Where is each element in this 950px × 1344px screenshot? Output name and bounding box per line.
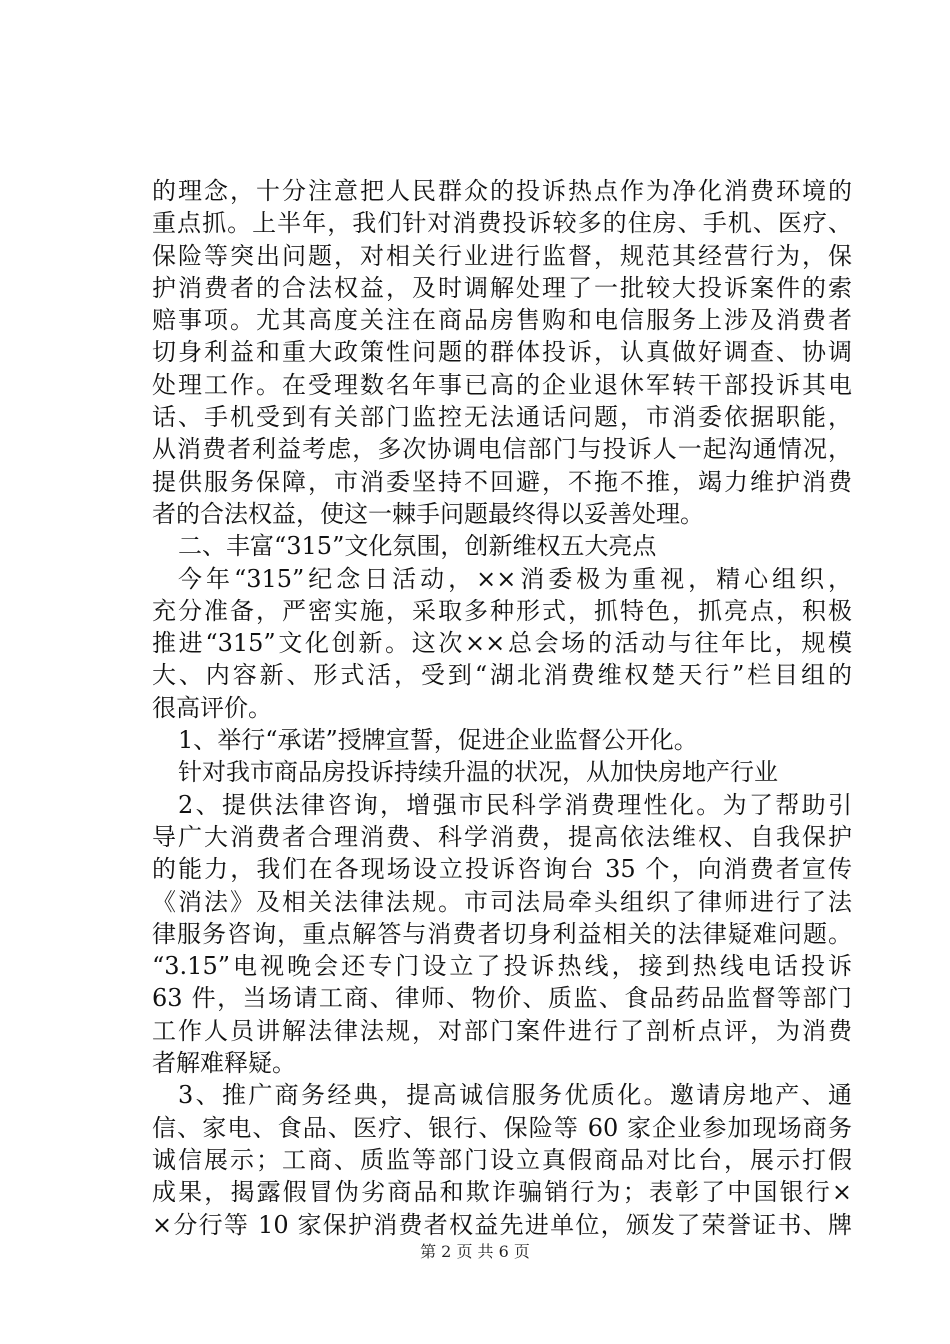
- text-line: 律服务咨询，重点解答与消费者切身利益相关的法律疑难问题。: [152, 919, 852, 948]
- text-line: 保险等突出问题，对相关行业进行监督，规范其经营行为，保: [152, 241, 852, 270]
- text-line: 3、推广商务经典，提高诚信服务优质化。邀请房地产、通: [178, 1081, 852, 1110]
- text-line: 话、手机受到有关部门监控无法通话问题，市消委依据职能，: [152, 403, 852, 432]
- text-line: 护消费者的合法权益，及时调解处理了一批较大投诉案件的索: [152, 273, 852, 302]
- text-line: 赔事项。尤其高度关注在商品房售购和电信服务上涉及消费者: [152, 306, 852, 335]
- text-line: 切身利益和重大政策性问题的群体投诉，认真做好调查、协调: [152, 338, 852, 367]
- text-line: 针对我市商品房投诉持续升温的状况，从加快房地产行业: [178, 758, 778, 787]
- text-line: 从消费者利益考虑，多次协调电信部门与投诉人一起沟通情况，: [152, 435, 852, 464]
- text-line: 的能力，我们在各现场设立投诉咨询台 35 个，向消费者宣传: [152, 855, 852, 884]
- text-line: 2、提供法律咨询，增强市民科学消费理性化。为了帮助引: [178, 790, 852, 819]
- text-line: 今年“315”纪念日活动，××消委极为重视，精心组织，: [178, 564, 852, 593]
- text-line: 诚信展示；工商、质监等部门设立真假商品对比台，展示打假: [152, 1145, 852, 1174]
- document-body: [152, 175, 852, 1241]
- text-line: 处理工作。在受理数名年事已高的企业退休军转干部投诉其电: [152, 370, 852, 399]
- text-line: 工作人员讲解法律法规，对部门案件进行了剖析点评，为消费: [152, 1016, 852, 1045]
- text-line: 者解难释疑。: [152, 1049, 296, 1078]
- page-footer: 第 2 页 共 6 页: [420, 1242, 530, 1261]
- text-line: 者的合法权益，使这一棘手问题最终得以妥善处理。: [152, 499, 704, 528]
- text-line: “3.15”电视晚会还专门设立了投诉热线，接到热线电话投诉: [152, 952, 852, 981]
- text-line: 二、丰富“315”文化氛围，创新维权五大亮点: [178, 532, 657, 561]
- text-line: 提供服务保障，市消委坚持不回避，不拖不推，竭力维护消费: [152, 467, 852, 496]
- text-line: 成果，揭露假冒伪劣商品和欺诈骗销行为；表彰了中国银行×: [152, 1178, 852, 1207]
- text-line: 的理念，十分注意把人民群众的投诉热点作为净化消费环境的: [152, 177, 852, 205]
- text-line: 推进“315”文化创新。这次××总会场的活动与往年比，规模: [152, 629, 852, 658]
- text-line: 大、内容新、形式活，受到“湖北消费维权楚天行”栏目组的: [152, 661, 852, 690]
- text-line: 很高评价。: [152, 693, 272, 722]
- text-line: 导广大消费者合理消费、科学消费，提高依法维权、自我保护: [152, 822, 852, 851]
- text-line: 充分准备，严密实施，采取多种形式，抓特色，抓亮点，积极: [152, 596, 852, 625]
- text-line: 《消法》及相关法律法规。市司法局牵头组织了律师进行了法: [152, 887, 852, 916]
- text-line: 63 件，当场请工商、律师、物价、质监、食品药品监督等部门: [152, 984, 852, 1013]
- text-line: ×分行等 10 家保护消费者权益先进单位，颁发了荣誉证书、牌: [152, 1210, 852, 1239]
- text-line: 信、家电、食品、医疗、银行、保险等 60 家企业参加现场商务: [152, 1113, 852, 1142]
- text-line: 重点抓。上半年，我们针对消费投诉较多的住房、手机、医疗、: [152, 209, 852, 238]
- text-line: 1、举行“承诺”授牌宣誓，促进企业监督公开化。: [178, 726, 698, 755]
